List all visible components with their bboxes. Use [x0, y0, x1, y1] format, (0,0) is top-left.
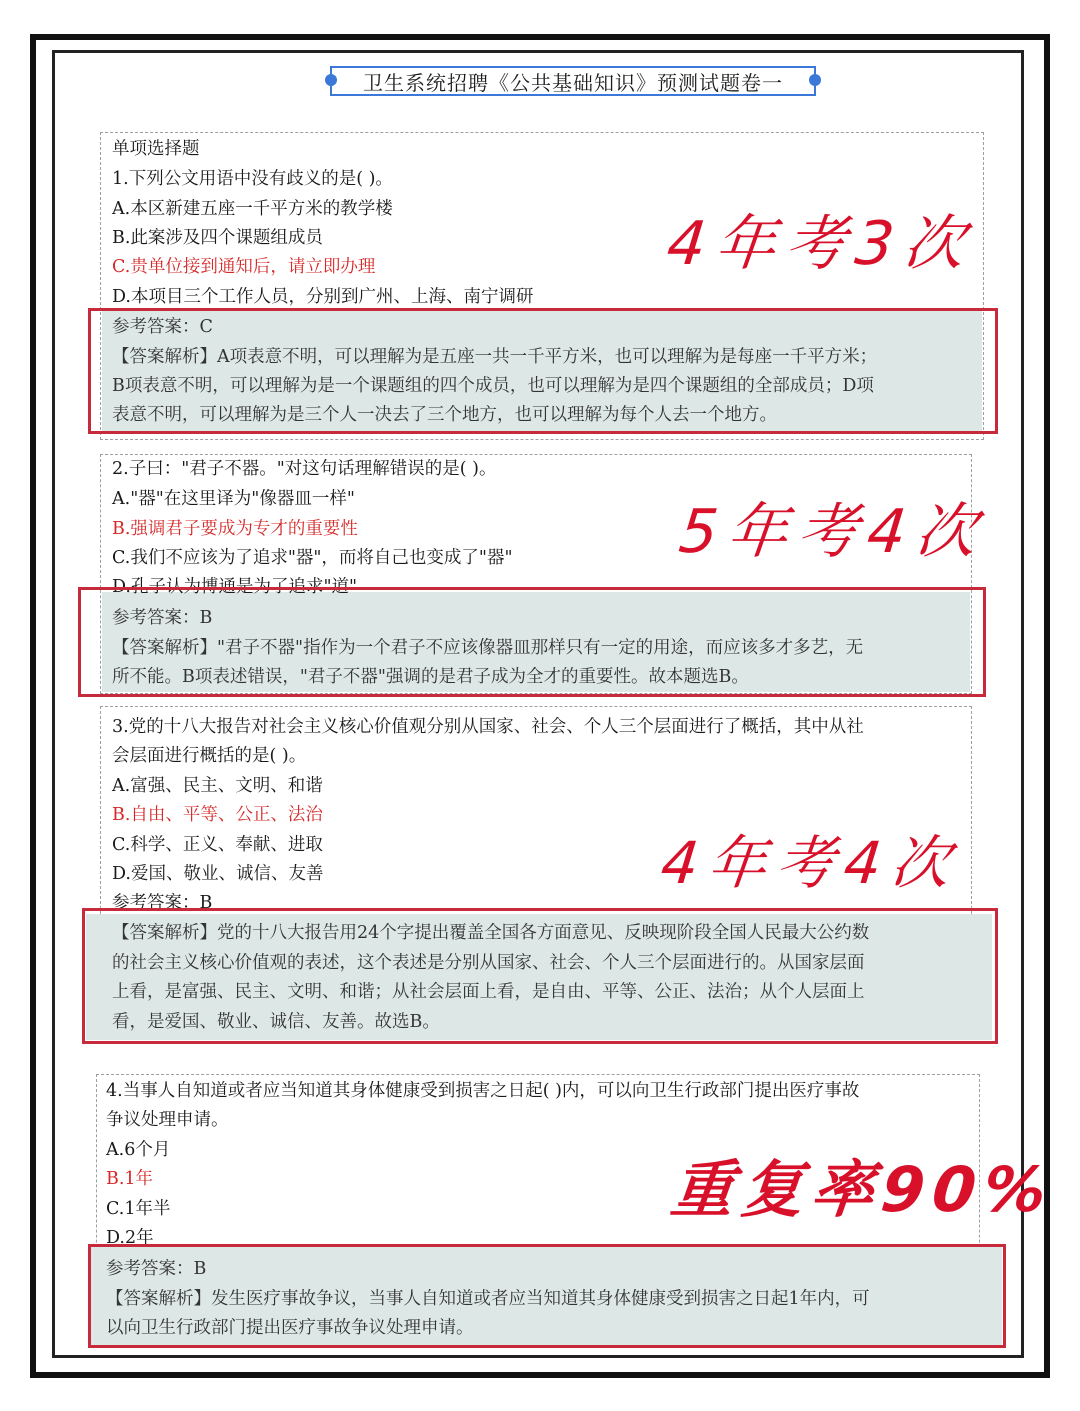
page-title-box — [330, 66, 816, 96]
question-4-explanation-line-2: 以向卫生行政部门提出医疗事故争议处理申请。 — [106, 1318, 474, 1338]
question-1-handwritten-note: 4年考3次 — [663, 209, 978, 279]
question-4-option-b-correct: B.1年 — [106, 1169, 154, 1189]
question-2-answer: 参考答案：B — [112, 608, 213, 628]
question-3-option-d: D.爱国、敬业、诚信、友善 — [112, 864, 324, 884]
question-2-explanation-line-2: 所不能。B项表述错误，"君子不器"强调的是君子成为全才的重要性。故本题选B。 — [112, 667, 749, 687]
question-2-option-b-correct: B.强调君子要成为专才的重要性 — [112, 519, 358, 539]
question-4-option-a: A.6个月 — [106, 1140, 171, 1160]
question-1-explanation-line-3: 表意不明，可以理解为是三个人一决去了三个地方，也可以理解为每个人去一个地方。 — [112, 405, 777, 425]
question-1-option-b: B.此案涉及四个课题组成员 — [112, 228, 323, 248]
question-4-handwritten-note: 重复率90% — [667, 1153, 1058, 1226]
question-1-option-a: A.本区新建五座一千平方米的教学楼 — [112, 199, 393, 219]
question-1-explanation-line-2: B项表意不明，可以理解为是一个课题组的四个成员，也可以理解为是四个课题组的全部成员；D项 — [112, 376, 874, 396]
question-3-answer: 参考答案：B — [112, 893, 213, 913]
question-4-answer: 参考答案：B — [106, 1259, 207, 1279]
question-2-option-d: D.孔子认为博通是为了追求"道" — [112, 577, 358, 597]
question-1-option-d: D.本项目三个工作人员，分别到广州、上海、南宁调研 — [112, 287, 534, 307]
question-3-option-c: C.科学、正义、奉献、进取 — [112, 835, 323, 855]
title-left-dot — [325, 74, 337, 86]
question-1-option-c-correct: C.贵单位接到通知后，请立即办理 — [112, 257, 376, 277]
question-2-handwritten-note: 5年考4次 — [675, 497, 990, 567]
question-3-option-a: A.富强、民主、文明、和谐 — [112, 776, 323, 796]
question-1-stem: 1.下列公文用语中没有歧义的是( )。 — [112, 169, 393, 189]
question-3-option-b-correct: B.自由、平等、公正、法治 — [112, 805, 323, 825]
question-2-option-c: C.我们不应该为了追求"器"，而将自己也变成了"器" — [112, 548, 513, 568]
question-2-option-a: A."器"在这里译为"像器皿一样" — [112, 489, 355, 509]
question-4-stem-line-1: 4.当事人自知道或者应当知道其身体健康受到损害之日起( )内，可以向卫生行政部门提出医疗事故 — [106, 1081, 860, 1101]
question-3-explanation-line-4: 看，是爱国、敬业、诚信、友善。故选B。 — [112, 1012, 440, 1032]
question-4-stem-line-2: 争议处理申请。 — [106, 1110, 229, 1130]
question-3-explanation-line-3: 上看，是富强、民主、文明、和谐；从社会层面上看，是自由、平等、公正、法治；从个人层面上 — [112, 982, 865, 1002]
question-1-answer: 参考答案：C — [112, 317, 213, 337]
question-3-explanation-line-2: 的社会主义核心价值观的表述，这个表述是分别从国家、社会、个人三个层面进行的。从国家层面 — [112, 953, 865, 973]
question-3-explanation-line-1: 【答案解析】党的十八大报告用24个字提出覆盖全国各方面意见、反映现阶段全国人民最大公约数 — [112, 923, 870, 943]
question-3-stem-line-2: 会层面进行概括的是( )。 — [112, 746, 307, 766]
question-2-explanation-line-1: 【答案解析】"君子不器"指作为一个君子不应该像器皿那样只有一定的用途，而应该多才多艺，无 — [112, 638, 864, 658]
question-4-explanation-line-1: 【答案解析】发生医疗事故争议，当事人自知道或者应当知道其身体健康受到损害之日起1年内，可 — [106, 1289, 870, 1309]
section-heading: 单项选择题 — [112, 139, 200, 159]
question-2-stem: 2.子曰："君子不器。"对这句话理解错误的是( )。 — [112, 459, 497, 479]
question-4-option-d: D.2年 — [106, 1228, 154, 1248]
question-4-option-c: C.1年半 — [106, 1199, 171, 1219]
title-right-dot — [809, 74, 821, 86]
question-3-stem-line-1: 3.党的十八大报告对社会主义核心价值观分别从国家、社会、个人三个层面进行了概括，其中从社 — [112, 717, 864, 737]
question-1-explanation-line-1: 【答案解析】A项表意不明，可以理解为是五座一共一千平方米，也可以理解为是每座一千平方米； — [112, 347, 878, 367]
page-title: 卫生系统招聘《公共基础知识》预测试题卷一 — [363, 70, 783, 95]
question-3-handwritten-note: 4年考4次 — [657, 829, 963, 897]
